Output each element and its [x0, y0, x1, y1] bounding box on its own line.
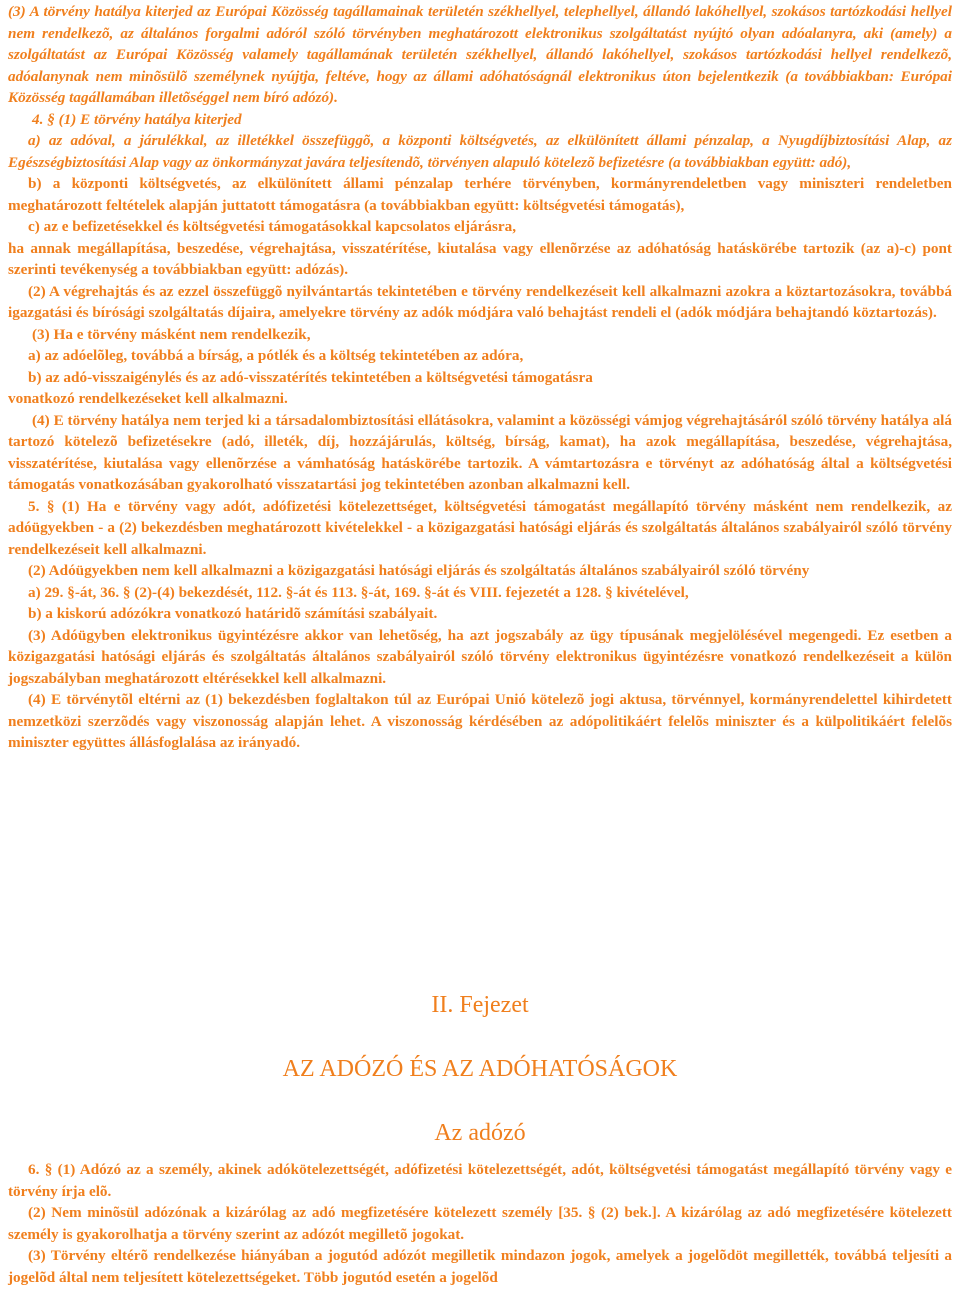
paragraph-4-1-a: a) az adóval, a járulékkal, az illetékkel összefüggõ, a központi költségvetés, az elkülönített állami pénzalap, a Nyugdíjbiztosítási Alap, az Egészségbiztosítási Alap vagy az önkormányzat javára teljesítendõ, törvényen alapuló kötelezõ befizetésre (a továbbiakban együtt: adó), — [8, 132, 952, 171]
section-title: Az adózó — [434, 1120, 526, 1146]
paragraph-section-4-1: 4. § (1) E törvény hatálya kiterjed — [32, 110, 242, 128]
document-body-lower — [8, 1159, 952, 1288]
chapter-number: II. Fejezet — [431, 992, 529, 1018]
paragraph-4-1-b: b) a központi költségvetés, az elkülönített állami pénzalap terhére törvényben, kormányrendeletben vagy miniszteri rendeletben meghatározott feltételek alapján juttatott támogatásra (a továbbiakban együtt: költségvetési támogatás), — [8, 175, 952, 214]
paragraph-4-3-b: b) az adó-visszaigénylés és az adó-visszatérítés tekintetében a költségvetési támogatásra — [28, 368, 593, 386]
paragraph-4-1-closing: ha annak megállapítása, beszedése, végrehajtása, visszatérítése, kiutalása vagy ellenõrzése az adóhatóság hatáskörébe tartozik (az a)-c) pont szerinti tevékenység a továbbiakban együtt: adózás). — [8, 239, 952, 278]
paragraph-4-2: (2) A végrehajtás és az ezzel összefüggõ nyilvántartás tekintetében e törvény rendelkezéseit kell alkalmazni azokra a köztartozásokra, továbbá igazgatási és bírósági szolgáltatás díjaira, amelyekre törvény az adók módjára való behajtást rendeli el (adók módjára behajtandó köztartozás). — [8, 282, 952, 321]
chapter-title: AZ ADÓZÓ ÉS AZ ADÓHATÓSÁGOK — [282, 1056, 678, 1082]
paragraph-5-3: (3) Adóügyben elektronikus ügyintézésre akkor van lehetõség, ha azt jogszabály az ügy típusának megjelölésével megengedi. Ez esetben a közigazgatási hatósági eljárás és szolgáltatás általános szabályairól szóló törvény elektronikus ügyintézésre vonatkozó rendelkezéseit a külön jogszabályban meghatározott eltérésekkel kell alkalmazni. — [8, 626, 952, 687]
paragraph-6-3: (3) Törvény eltérõ rendelkezése hiányában a jogutód adózót megilletik mindazon jogok, amelyek a jogelõdöt megillették, továbbá teljesíti a jogelõd által nem teljesített kötelezettségeket. Több jogutód esetén a jogelõd — [8, 1247, 952, 1286]
paragraph-4-3-closing: vonatkozó rendelkezéseket kell alkalmazni. — [8, 390, 288, 407]
paragraph-5-2-b: b) a kiskorú adózókra vonatkozó határidõ számítási szabályait. — [28, 605, 438, 622]
paragraph-5-2: (2) Adóügyekben nem kell alkalmazni a közigazgatási hatósági eljárás és szolgáltatás általános szabályairól szóló törvény — [28, 562, 810, 579]
paragraph-5-4: (4) E törvénytõl eltérni az (1) bekezdésben foglaltakon túl az Európai Unió kötelezõ jogi aktusa, törvénnyel, kormányrendelettel kihirdetett nemzetközi szerzõdés vagy viszonosság alapján lehet. A viszonosság kérdésében az adópolitikáért felelõs miniszter és a külpolitikáért felelõs miniszter együttes állásfoglalása az irányadó. — [8, 691, 952, 751]
paragraph-4-1-c: c) az e befizetésekkel és költségvetési támogatásokkal kapcsolatos eljárásra, — [28, 218, 517, 235]
document-body — [8, 1, 952, 754]
paragraph-3-scope-eu: (3) A törvény hatálya kiterjed az Európai Közösség tagállamainak területén székhellyel, telephellyel, állandó lakóhellyel, szokásos tartózkodási hellyel nem rendelkezõ, az általános forgalmi adóról szóló törvényben meghatározott elektronikus szolgáltatást nyújtó olyan adóalanyra, aki (amely) a szolgáltatást az Európai Közösség valamely tagállamának területén székhellyel, állandó lakóhellyel, szokásos tartózkodási hellyel rendelkezõ, adóalanynak nem minõsülõ személynek nyújtja, feltéve, hogy az állami adóhatóságnál elektronikus úton bejelentkezik (a továbbiakban: Európai Közösség tagállamában illetõséggel nem bíró adózó). — [8, 3, 952, 106]
paragraph-5-2-a: a) 29. §-át, 36. § (2)-(4) bekezdését, 112. §-át és 113. §-át, 169. §-át és VIII. fejezetét a 128. § kivételével, — [28, 583, 689, 601]
paragraph-4-4: (4) E törvény hatálya nem terjed ki a társadalombiztosítási ellátásokra, valamint a közösségi vámjog végrehajtásáról szóló törvény hatálya alá tartozó kötelezõ befizetésekre (adó, illeték, díj, hozzájárulás, költség, bírság, kamat), ha azok megállapítása, beszedése, végrehajtása, visszatérítése, kiutalása vagy ellenõrzése a vámhatóság hatáskörébe tartozik. A vámtartozásra e törvényt az adóhatóság által a költségvetési támogatás vonatkozásában gyakorolható visszatartási jog tekintetében azonban alkalmazni kell. — [8, 411, 952, 493]
paragraph-section-6-1: 6. § (1) Adózó az a személy, akinek adókötelezettségét, adófizetési kötelezettségét, adót, költségvetési támogatást megállapító törvény vagy e törvény írja elõ. — [8, 1161, 952, 1200]
paragraph-4-3-a: a) az adóelõleg, továbbá a bírság, a pótlék és a költség tekintetében az adóra, — [28, 347, 524, 364]
paragraph-section-5-1: 5. § (1) Ha e törvény vagy adót, adófizetési kötelezettséget, költségvetési támogatást megállapító törvény másként nem rendelkezik, az adóügyekben - a (2) bekezdésben meghatározott kivételekkel - a közigazgatási hatósági eljárás és szolgáltatás általános szabályairól szóló törvény rendelkezéseit kell alkalmazni. — [8, 497, 952, 558]
chapter-heading-block — [0, 990, 960, 1148]
paragraph-4-3: (3) Ha e törvény másként nem rendelkezik, — [32, 325, 311, 343]
paragraph-6-2: (2) Nem minõsül adózónak a kizárólag az adó megfizetésére kötelezett személy [35. § (2) bek.]. A kizárólag az adó megfizetésére kötelezett személy is gyakorolhatja a törvény szerint az adózót megilletõ jogokat. — [8, 1204, 952, 1243]
